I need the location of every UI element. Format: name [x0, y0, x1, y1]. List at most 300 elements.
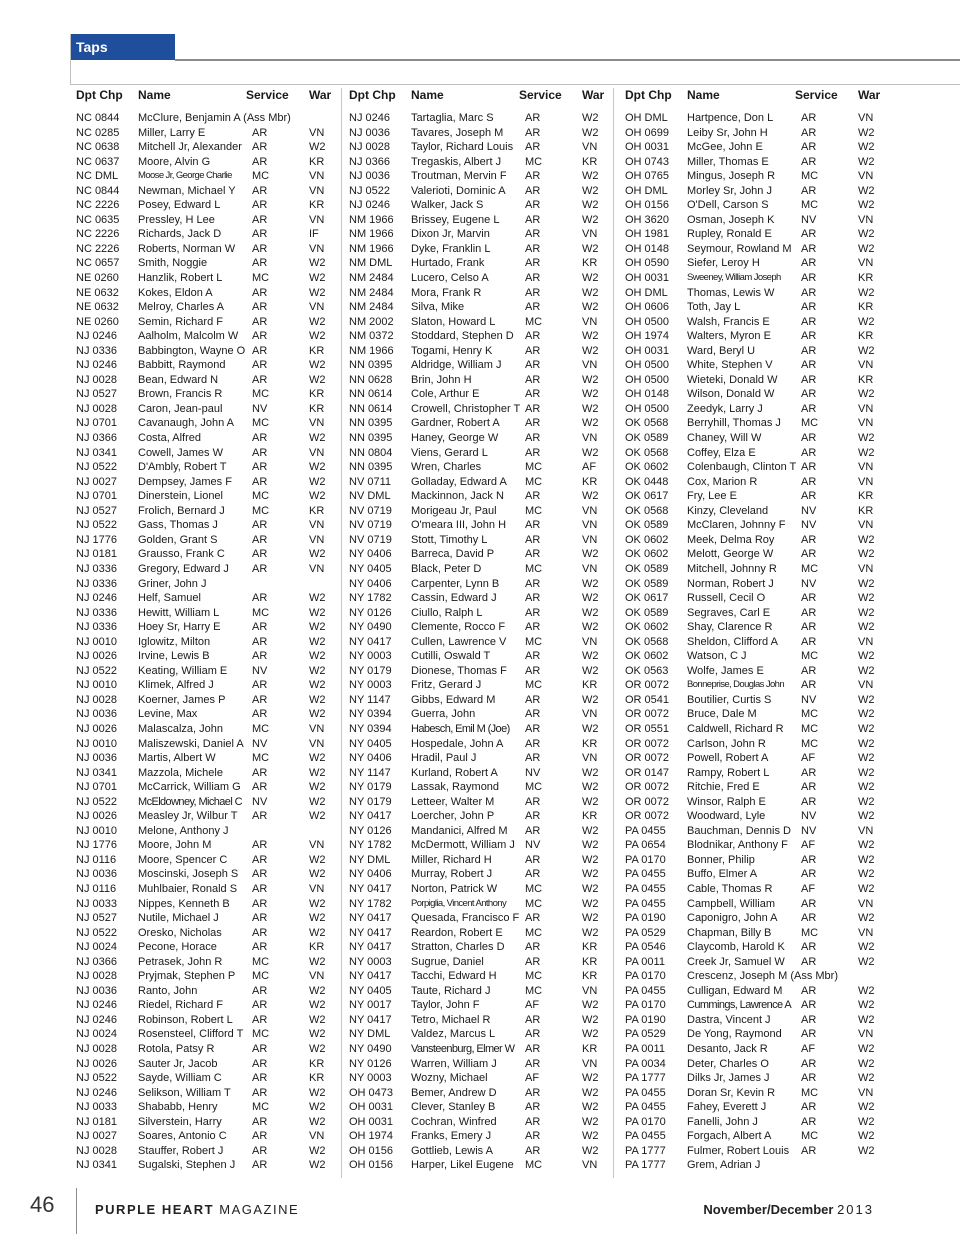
dpt-chp-cell: NY 0417: [349, 1013, 392, 1026]
war-cell: VN: [858, 1028, 874, 1041]
taps-row: [76, 1013, 336, 1028]
service-cell: AR: [525, 592, 541, 605]
dpt-chp-cell: NJ 0181: [76, 1115, 117, 1128]
war-cell: W2: [309, 359, 326, 372]
name-cell: Hartpence, Don L: [687, 112, 774, 124]
war-cell: VN: [858, 402, 874, 415]
taps-row: [349, 475, 605, 490]
service-cell: AR: [525, 1101, 541, 1114]
war-cell: VN: [582, 708, 598, 721]
name-cell: Berryhill, Thomas J: [687, 417, 781, 430]
name-cell: Selikson, William T: [138, 1086, 231, 1099]
dpt-chp-cell: OH 0473: [349, 1086, 394, 1099]
name-cell: Cochran, Winfred: [411, 1115, 497, 1128]
dpt-chp-cell: OH 0031: [625, 344, 670, 357]
name-cell: Gass, Thomas J: [138, 519, 218, 532]
dpt-chp-cell: NE 0260: [76, 272, 119, 285]
war-cell: KR: [582, 941, 598, 954]
dpt-chp-cell: OR 0072: [625, 708, 670, 721]
dpt-chp-cell: OK 0589: [625, 606, 669, 619]
service-cell: AR: [252, 693, 268, 706]
war-cell: VN: [582, 635, 598, 648]
dpt-chp-cell: NY 0179: [349, 781, 392, 794]
name-cell: Brown, Francis R: [138, 388, 223, 401]
taps-row: [349, 969, 605, 984]
war-cell: KR: [582, 257, 598, 270]
taps-row: [625, 955, 881, 970]
service-cell: MC: [801, 1086, 819, 1099]
war-cell: W2: [582, 199, 599, 212]
name-cell: Shababb, Henry: [138, 1101, 218, 1114]
war-cell: W2: [582, 301, 599, 314]
taps-row: [76, 678, 336, 693]
war-cell: VN: [309, 882, 325, 895]
war-cell: W2: [858, 155, 875, 168]
dpt-chp-cell: OK 0602: [625, 548, 669, 561]
taps-row: [625, 824, 881, 839]
taps-row: [349, 271, 605, 286]
service-cell: AR: [801, 373, 817, 386]
taps-row: [625, 591, 881, 606]
war-cell: W2: [309, 373, 326, 386]
war-cell: IF: [309, 228, 319, 241]
name-cell: Watson, C J: [687, 650, 747, 663]
war-cell: W2: [582, 184, 599, 197]
name-cell: Taylor, Richard Louis: [411, 141, 514, 154]
dpt-chp-cell: PA 0170: [625, 853, 666, 866]
taps-row: [625, 169, 881, 184]
service-cell: MC: [252, 170, 270, 183]
war-cell: W2: [582, 548, 599, 561]
taps-row: [625, 737, 881, 752]
taps-row: [76, 780, 336, 795]
taps-row: [76, 256, 336, 271]
dpt-chp-cell: PA 0654: [625, 839, 666, 852]
dpt-chp-cell: NJ 0246: [76, 999, 117, 1012]
taps-row: [625, 344, 881, 359]
service-cell: NV: [801, 504, 817, 517]
dpt-chp-cell: NV 0719: [349, 519, 392, 532]
taps-row: [349, 620, 605, 635]
name-cell: Melott, George W: [687, 548, 774, 561]
taps-row: [76, 693, 336, 708]
service-cell: AR: [252, 708, 268, 721]
service-cell: AR: [801, 112, 817, 124]
war-cell: W2: [582, 926, 599, 939]
service-cell: AR: [252, 1013, 268, 1026]
name-cell: Meek, Delma Roy: [687, 533, 775, 546]
taps-row: [625, 256, 881, 271]
service-cell: AR: [801, 126, 817, 139]
dpt-chp-cell: NC 0635: [76, 213, 120, 226]
taps-row: [349, 518, 605, 533]
dpt-chp-cell: NJ 0116: [76, 882, 117, 895]
dpt-chp-cell: OH 0606: [625, 301, 670, 314]
taps-row: [76, 620, 336, 635]
taps-row: [349, 1042, 605, 1057]
taps-row: [349, 1071, 605, 1086]
name-cell: Melroy, Charles A: [138, 301, 224, 314]
dpt-chp-cell: NJ 0010: [76, 635, 117, 648]
name-cell: Slaton, Howard L: [411, 315, 496, 328]
header-dpt-chp: Dpt Chp: [76, 88, 123, 102]
service-cell: AR: [252, 184, 268, 197]
dpt-chp-cell: OH DML: [625, 112, 668, 124]
name-cell: Cole, Arthur E: [411, 388, 480, 401]
name-cell: Creek Jr, Samuel W: [687, 955, 785, 968]
taps-row: [76, 344, 336, 359]
taps-row: [625, 795, 881, 810]
war-cell: W2: [582, 1144, 599, 1157]
war-cell: W2: [582, 1013, 599, 1026]
name-cell: Gregory, Edward J: [138, 562, 229, 575]
war-cell: KR: [309, 504, 325, 517]
war-cell: W2: [309, 926, 326, 939]
war-cell: W2: [858, 737, 875, 750]
name-cell: Stott, Timothy L: [411, 533, 488, 546]
dpt-chp-cell: NJ 0181: [76, 548, 117, 561]
taps-row: [76, 664, 336, 679]
taps-row: [349, 1144, 605, 1159]
service-cell: MC: [525, 882, 543, 895]
page-number: 46: [30, 1192, 55, 1217]
name-cell: Black, Peter D: [411, 562, 482, 575]
taps-row: [625, 504, 881, 519]
name-cell: Walters, Myron E: [687, 330, 771, 343]
war-cell: VN: [309, 1130, 325, 1143]
header-name: Name: [411, 88, 444, 102]
war-cell: VN: [582, 141, 598, 154]
service-cell: NV: [801, 577, 817, 590]
dpt-chp-cell: NM 1966: [349, 228, 394, 241]
war-cell: W2: [582, 999, 599, 1012]
dpt-chp-cell: OH 0500: [625, 402, 670, 415]
service-cell: MC: [801, 708, 819, 721]
magazine-title-rest: MAGAZINE: [214, 1202, 300, 1217]
taps-row: [76, 969, 336, 984]
service-cell: AR: [252, 999, 268, 1012]
service-cell: MC: [525, 475, 543, 488]
dpt-chp-cell: OR 0072: [625, 795, 670, 808]
taps-row: [625, 358, 881, 373]
dpt-chp-cell: NJ 0028: [349, 141, 390, 154]
war-cell: W2: [582, 1028, 599, 1041]
taps-row: [349, 358, 605, 373]
taps-row: [349, 1057, 605, 1072]
service-cell: AR: [252, 1159, 268, 1172]
name-cell: Rotola, Patsy R: [138, 1043, 215, 1055]
name-cell: Sugrue, Daniel: [411, 955, 484, 968]
dpt-chp-cell: NM 2484: [349, 286, 394, 299]
taps-row: [625, 198, 881, 213]
taps-row: [349, 649, 605, 664]
name-cell: McClure, Benjamin A (Ass Mbr): [138, 112, 291, 124]
war-cell: W2: [582, 868, 599, 881]
service-cell: NV: [801, 519, 817, 532]
war-cell: VN: [858, 926, 874, 939]
war-cell: W2: [858, 810, 875, 823]
service-cell: AR: [525, 621, 541, 634]
name-cell: Gibbs, Edward M: [411, 693, 496, 706]
war-cell: W2: [309, 650, 326, 663]
dpt-chp-cell: NY 0405: [349, 984, 392, 997]
column-header: [349, 88, 605, 104]
taps-row: [349, 795, 605, 810]
dpt-chp-cell: NC 2226: [76, 242, 120, 255]
name-cell: Pressley, H Lee: [138, 213, 215, 226]
name-cell: Dyke, Franklin L: [411, 242, 491, 255]
service-cell: MC: [252, 504, 270, 517]
service-cell: AR: [801, 999, 817, 1012]
taps-row: [349, 126, 605, 141]
war-cell: W2: [858, 141, 875, 154]
name-cell: Kurland, Robert A: [411, 766, 498, 779]
taps-row: [625, 693, 881, 708]
name-cell: Thomas, Lewis W: [687, 286, 775, 299]
name-cell: Fanelli, John J: [687, 1115, 758, 1128]
war-cell: W2: [582, 693, 599, 706]
taps-row: [349, 853, 605, 868]
war-cell: KR: [582, 155, 598, 168]
service-cell: MC: [525, 461, 543, 474]
dpt-chp-cell: NJ 0336: [76, 562, 117, 575]
service-cell: AR: [525, 824, 541, 837]
header-war: War: [582, 88, 605, 102]
dpt-chp-cell: OH 0031: [349, 1101, 394, 1114]
taps-row: [625, 126, 881, 141]
war-cell: KR: [858, 490, 874, 503]
dpt-chp-cell: NJ 0010: [76, 679, 117, 692]
taps-row: [625, 184, 881, 199]
service-cell: AR: [525, 795, 541, 808]
dpt-chp-cell: NJ 0033: [76, 897, 117, 910]
dpt-chp-cell: NY 1782: [349, 897, 392, 910]
name-cell: Harper, Likel Eugene: [411, 1159, 514, 1172]
dpt-chp-cell: OK 0602: [625, 621, 669, 634]
taps-row: [349, 344, 605, 359]
dpt-chp-cell: OH 0156: [349, 1159, 394, 1172]
dpt-chp-cell: PA 0034: [625, 1057, 666, 1070]
name-cell: Mandanici, Alfred M: [411, 824, 508, 837]
dpt-chp-cell: PA 0170: [625, 999, 666, 1012]
taps-row: [76, 300, 336, 315]
name-cell: Miller, Larry E: [138, 126, 206, 139]
war-cell: W2: [582, 1086, 599, 1099]
dpt-chp-cell: NY 0490: [349, 621, 392, 634]
service-cell: AF: [525, 999, 540, 1012]
service-cell: AR: [525, 446, 541, 459]
service-cell: NV: [801, 693, 817, 706]
war-cell: VN: [582, 315, 598, 328]
taps-row: [625, 882, 881, 897]
name-cell: Cullen, Lawrence V: [411, 635, 507, 648]
service-cell: MC: [525, 984, 543, 997]
name-cell: Wolfe, James E: [687, 664, 764, 677]
name-cell: Valdez, Marcus L: [411, 1028, 496, 1041]
taps-row: [349, 998, 605, 1013]
war-cell: W2: [858, 999, 875, 1012]
war-cell: VN: [582, 359, 598, 372]
dpt-chp-cell: NY 0003: [349, 955, 392, 968]
service-cell: AR: [252, 679, 268, 692]
taps-row: [349, 1027, 605, 1042]
dpt-chp-cell: NJ 0026: [76, 650, 117, 663]
service-cell: AR: [801, 1115, 817, 1128]
name-cell: Pecone, Horace: [138, 941, 217, 954]
war-cell: W2: [858, 286, 875, 299]
dpt-chp-cell: PA 0011: [625, 955, 665, 968]
name-cell: Carlson, John R: [687, 737, 766, 750]
service-cell: AR: [525, 272, 541, 285]
service-cell: NV: [801, 213, 817, 226]
service-cell: AR: [525, 577, 541, 590]
war-cell: W2: [858, 941, 875, 954]
taps-row: [76, 926, 336, 941]
name-cell: Tavares, Joseph M: [411, 126, 504, 139]
taps-row: [76, 722, 336, 737]
taps-row: [349, 911, 605, 926]
name-cell: McGee, John E: [687, 141, 763, 154]
service-cell: AR: [801, 315, 817, 328]
column-divider: [613, 88, 614, 1178]
service-cell: AR: [801, 1057, 817, 1070]
war-cell: VN: [309, 737, 325, 750]
name-cell: Clever, Stanley B: [411, 1101, 496, 1114]
war-cell: W2: [309, 141, 326, 154]
taps-row: [76, 1144, 336, 1159]
war-cell: W2: [858, 708, 875, 721]
service-cell: MC: [252, 417, 270, 430]
war-cell: W2: [582, 112, 599, 124]
taps-row: [349, 547, 605, 562]
war-cell: W2: [582, 722, 599, 735]
name-cell: Sauter Jr, Jacob: [138, 1057, 218, 1070]
dpt-chp-cell: NJ 0036: [76, 708, 117, 721]
service-cell: AR: [525, 1115, 541, 1128]
dpt-chp-cell: OH 0156: [349, 1144, 394, 1157]
war-cell: VN: [858, 359, 874, 372]
dpt-chp-cell: OH 0156: [625, 199, 670, 212]
service-cell: MC: [525, 315, 543, 328]
taps-row: [349, 751, 605, 766]
war-cell: VN: [858, 824, 874, 837]
dpt-chp-cell: NY 0405: [349, 737, 392, 750]
dpt-chp-cell: NY 0003: [349, 650, 392, 663]
dpt-chp-cell: NY 0417: [349, 970, 392, 983]
dpt-chp-cell: NJ 0522: [349, 184, 390, 197]
taps-row: [349, 1086, 605, 1101]
service-cell: AR: [252, 1144, 268, 1157]
name-cell: Smith, Noggie: [138, 257, 208, 270]
war-cell: W2: [309, 272, 326, 285]
service-cell: AR: [525, 257, 541, 270]
war-cell: W2: [309, 606, 326, 619]
taps-row: [625, 809, 881, 824]
name-cell: Miller, Thomas E: [687, 155, 769, 168]
war-cell: KR: [582, 810, 598, 823]
service-cell: AR: [801, 228, 817, 241]
war-cell: VN: [858, 679, 874, 692]
war-cell: W2: [309, 1101, 326, 1114]
name-cell: Taylor, John F: [411, 999, 480, 1012]
name-cell: Brin, John H: [411, 373, 472, 386]
taps-row: [625, 286, 881, 301]
name-cell: Lassak, Raymond: [411, 781, 500, 794]
taps-row: [76, 213, 336, 228]
name-cell: Troutman, Mervin F: [411, 170, 507, 183]
taps-row: [76, 315, 336, 330]
taps-row: [76, 198, 336, 213]
dpt-chp-cell: NJ 0527: [76, 504, 117, 517]
name-cell: Petrasek, John R: [138, 955, 223, 968]
taps-row: [625, 911, 881, 926]
dpt-chp-cell: OH 0500: [625, 315, 670, 328]
taps-row: [76, 169, 336, 184]
service-cell: AR: [525, 868, 541, 881]
service-cell: AR: [801, 359, 817, 372]
taps-row: [76, 387, 336, 402]
taps-row: [349, 838, 605, 853]
war-cell: VN: [309, 213, 325, 226]
dpt-chp-cell: OH 0148: [625, 242, 670, 255]
name-cell: Mingus, Joseph R: [687, 170, 776, 183]
dpt-chp-cell: NC 0285: [76, 126, 120, 139]
war-cell: W2: [582, 126, 599, 139]
name-cell: Oresko, Nicholas: [138, 926, 222, 939]
service-cell: AR: [801, 432, 817, 445]
name-cell: Ranto, John: [138, 984, 198, 997]
war-cell: W2: [858, 577, 875, 590]
service-cell: AR: [252, 810, 268, 823]
taps-row: [76, 737, 336, 752]
dpt-chp-cell: OR 0551: [625, 722, 670, 735]
header-dpt-chp: Dpt Chp: [349, 88, 396, 102]
dpt-chp-cell: OH 0590: [625, 257, 670, 270]
war-cell: VN: [309, 301, 325, 314]
name-cell: Moore, John M: [138, 839, 212, 852]
dpt-chp-cell: NM 0372: [349, 330, 394, 343]
dpt-chp-cell: OK 0589: [625, 562, 669, 575]
service-cell: AF: [801, 752, 816, 765]
war-cell: VN: [858, 417, 874, 430]
dpt-chp-cell: NC 0638: [76, 141, 120, 154]
war-cell: W2: [582, 402, 599, 415]
taps-row: [349, 169, 605, 184]
dpt-chp-cell: NN 0614: [349, 388, 393, 401]
taps-row: [625, 562, 881, 577]
service-cell: AR: [525, 606, 541, 619]
name-cell: Winsor, Ralph E: [687, 795, 766, 808]
name-cell: Cassin, Edward J: [411, 592, 497, 605]
dpt-chp-cell: PA 0190: [625, 912, 666, 925]
taps-row: [349, 329, 605, 344]
dpt-chp-cell: NJ 0522: [76, 1072, 117, 1085]
taps-row: [349, 693, 605, 708]
name-cell: Walsh, Francis E: [687, 315, 770, 328]
name-cell: Hoey Sr, Harry E: [138, 621, 221, 634]
taps-row: [349, 766, 605, 781]
name-cell: Robinson, Robert L: [138, 1013, 233, 1026]
name-cell: Coffey, Elza E: [687, 446, 756, 459]
service-cell: AR: [801, 533, 817, 546]
war-cell: W2: [858, 184, 875, 197]
name-cell: Malascalza, John: [138, 722, 223, 735]
taps-row: [625, 780, 881, 795]
name-cell: Mitchell Jr, Alexander: [138, 141, 242, 154]
name-cell: Viens, Gerard L: [411, 446, 488, 459]
taps-row: [625, 678, 881, 693]
dpt-chp-cell: PA 0170: [625, 970, 666, 983]
